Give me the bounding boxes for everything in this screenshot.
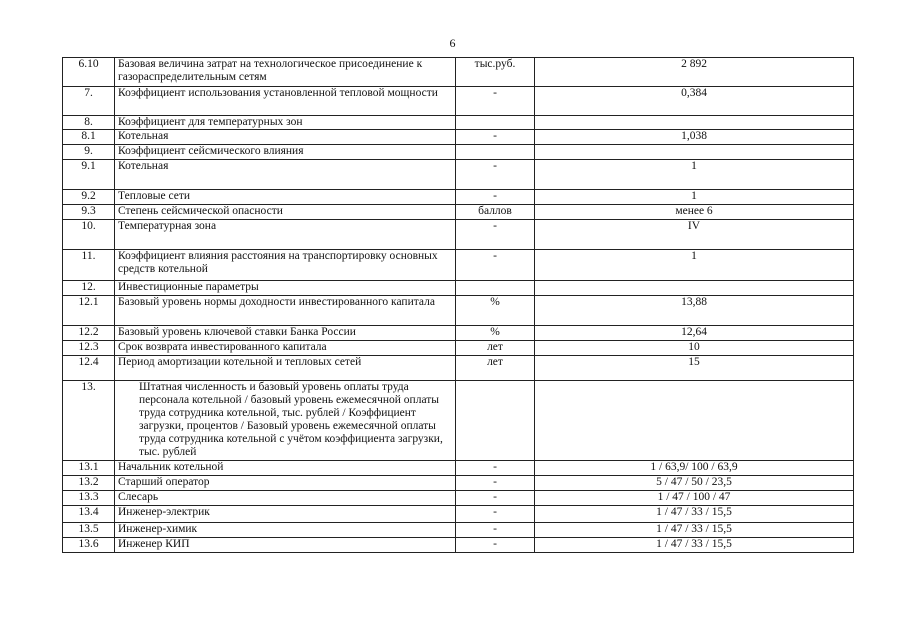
parameter-name: Период амортизации котельной и тепловых сетей bbox=[115, 356, 456, 381]
parameter-value: 1 / 47 / 33 / 15,5 bbox=[535, 506, 854, 523]
parameter-unit: - bbox=[456, 160, 535, 190]
parameter-value: 1 / 47 / 100 / 47 bbox=[535, 491, 854, 506]
parameter-value: 15 bbox=[535, 356, 854, 381]
parameter-name: Старший оператор bbox=[115, 476, 456, 491]
row-number: 7. bbox=[63, 87, 115, 116]
parameter-name: Инженер-электрик bbox=[115, 506, 456, 523]
parameter-value bbox=[535, 281, 854, 296]
table-row bbox=[63, 190, 854, 205]
parameter-unit: - bbox=[456, 538, 535, 553]
table-row bbox=[63, 506, 854, 523]
parameter-unit bbox=[456, 116, 535, 130]
parameter-value: 0,384 bbox=[535, 87, 854, 116]
parameter-name: Базовая величина затрат на технологическое присоединение к газораспределительным сетям bbox=[115, 58, 456, 87]
parameter-unit: - bbox=[456, 476, 535, 491]
parameter-name: Базовый уровень нормы доходности инвестированного капитала bbox=[115, 296, 456, 326]
parameter-name: Инженер-химик bbox=[115, 523, 456, 538]
parameter-value bbox=[535, 116, 854, 130]
table-row bbox=[63, 356, 854, 381]
row-number: 13.3 bbox=[63, 491, 115, 506]
table-row bbox=[63, 58, 854, 87]
parameter-value: 10 bbox=[535, 341, 854, 356]
parameter-name: Коэффициент влияния расстояния на транспортировку основных средств котельной bbox=[115, 250, 456, 281]
row-number: 13.1 bbox=[63, 461, 115, 476]
parameter-unit: лет bbox=[456, 356, 535, 381]
parameter-unit bbox=[456, 381, 535, 461]
table-row bbox=[63, 220, 854, 250]
table-row bbox=[63, 476, 854, 491]
parameter-value: 1 bbox=[535, 190, 854, 205]
parameter-name: Штатная численность и базовый уровень оплаты труда персонала котельной / базовый уровень ежемесячной оплаты труда сотрудника котельной, тыс. рублей / Коэффициент загрузки, процентов / Базовый уровень ежемесячной оплаты труда сотрудника котельной с учётом коэффициента загрузки, тыс. рублей bbox=[115, 381, 456, 461]
table-row bbox=[63, 205, 854, 220]
table-row bbox=[63, 341, 854, 356]
table-row bbox=[63, 250, 854, 281]
row-number: 9.1 bbox=[63, 160, 115, 190]
table-row bbox=[63, 461, 854, 476]
row-number: 9.2 bbox=[63, 190, 115, 205]
parameter-unit: - bbox=[456, 491, 535, 506]
parameter-unit: тыс.руб. bbox=[456, 58, 535, 87]
parameter-unit: - bbox=[456, 87, 535, 116]
parameter-value: IV bbox=[535, 220, 854, 250]
parameter-value: 5 / 47 / 50 / 23,5 bbox=[535, 476, 854, 491]
row-number: 8.1 bbox=[63, 130, 115, 145]
parameter-name: Тепловые сети bbox=[115, 190, 456, 205]
parameter-value: 13,88 bbox=[535, 296, 854, 326]
row-number: 13.5 bbox=[63, 523, 115, 538]
table-row bbox=[63, 523, 854, 538]
table-row bbox=[63, 538, 854, 553]
table-row bbox=[63, 326, 854, 341]
row-number: 13.4 bbox=[63, 506, 115, 523]
parameter-value: 1 bbox=[535, 250, 854, 281]
parameter-unit: - bbox=[456, 461, 535, 476]
parameter-unit: % bbox=[456, 326, 535, 341]
parameter-value: 1 / 47 / 33 / 15,5 bbox=[535, 538, 854, 553]
parameter-name: Температурная зона bbox=[115, 220, 456, 250]
table-row bbox=[63, 296, 854, 326]
parameter-name: Срок возврата инвестированного капитала bbox=[115, 341, 456, 356]
parameter-name: Начальник котельной bbox=[115, 461, 456, 476]
parameter-name: Коэффициент сейсмического влияния bbox=[115, 145, 456, 160]
table-row bbox=[63, 130, 854, 145]
row-number: 10. bbox=[63, 220, 115, 250]
parameter-unit: % bbox=[456, 296, 535, 326]
parameter-name: Коэффициент для температурных зон bbox=[115, 116, 456, 130]
row-number: 9. bbox=[63, 145, 115, 160]
parameter-name: Базовый уровень ключевой ставки Банка России bbox=[115, 326, 456, 341]
parameter-unit: - bbox=[456, 190, 535, 205]
table-row bbox=[63, 87, 854, 116]
parameter-unit: - bbox=[456, 220, 535, 250]
row-number: 13. bbox=[63, 381, 115, 461]
row-number: 12.1 bbox=[63, 296, 115, 326]
row-number: 11. bbox=[63, 250, 115, 281]
table-row bbox=[63, 145, 854, 160]
parameter-unit: - bbox=[456, 523, 535, 538]
parameter-value bbox=[535, 381, 854, 461]
row-number: 13.2 bbox=[63, 476, 115, 491]
parameter-value: 12,64 bbox=[535, 326, 854, 341]
parameter-name: Котельная bbox=[115, 160, 456, 190]
table-row bbox=[63, 491, 854, 506]
table-row bbox=[63, 281, 854, 296]
parameter-name: Слесарь bbox=[115, 491, 456, 506]
row-number: 12.3 bbox=[63, 341, 115, 356]
table-row bbox=[63, 160, 854, 190]
parameter-unit: лет bbox=[456, 341, 535, 356]
row-number: 9.3 bbox=[63, 205, 115, 220]
row-number: 12. bbox=[63, 281, 115, 296]
table-row bbox=[63, 381, 854, 461]
parameter-value: 1 bbox=[535, 160, 854, 190]
parameter-unit bbox=[456, 145, 535, 160]
parameter-unit: - bbox=[456, 250, 535, 281]
parameter-unit: баллов bbox=[456, 205, 535, 220]
parameter-value bbox=[535, 145, 854, 160]
parameter-value: менее 6 bbox=[535, 205, 854, 220]
parameters-table bbox=[62, 57, 854, 553]
row-number: 6.10 bbox=[63, 58, 115, 87]
parameter-value: 1 / 63,9/ 100 / 63,9 bbox=[535, 461, 854, 476]
parameter-unit: - bbox=[456, 506, 535, 523]
parameter-name: Инвестиционные параметры bbox=[115, 281, 456, 296]
parameter-name: Коэффициент использования установленной тепловой мощности bbox=[115, 87, 456, 116]
row-number: 13.6 bbox=[63, 538, 115, 553]
row-number: 8. bbox=[63, 116, 115, 130]
parameter-name: Котельная bbox=[115, 130, 456, 145]
row-number: 12.2 bbox=[63, 326, 115, 341]
parameter-value: 1 / 47 / 33 / 15,5 bbox=[535, 523, 854, 538]
parameter-value: 2 892 bbox=[535, 58, 854, 87]
parameter-value: 1,038 bbox=[535, 130, 854, 145]
table-row bbox=[63, 116, 854, 130]
row-number: 12.4 bbox=[63, 356, 115, 381]
parameter-unit: - bbox=[456, 130, 535, 145]
parameter-unit bbox=[456, 281, 535, 296]
parameter-name: Степень сейсмической опасности bbox=[115, 205, 456, 220]
page-number: 6 bbox=[449, 36, 456, 50]
parameter-name: Инженер КИП bbox=[115, 538, 456, 553]
